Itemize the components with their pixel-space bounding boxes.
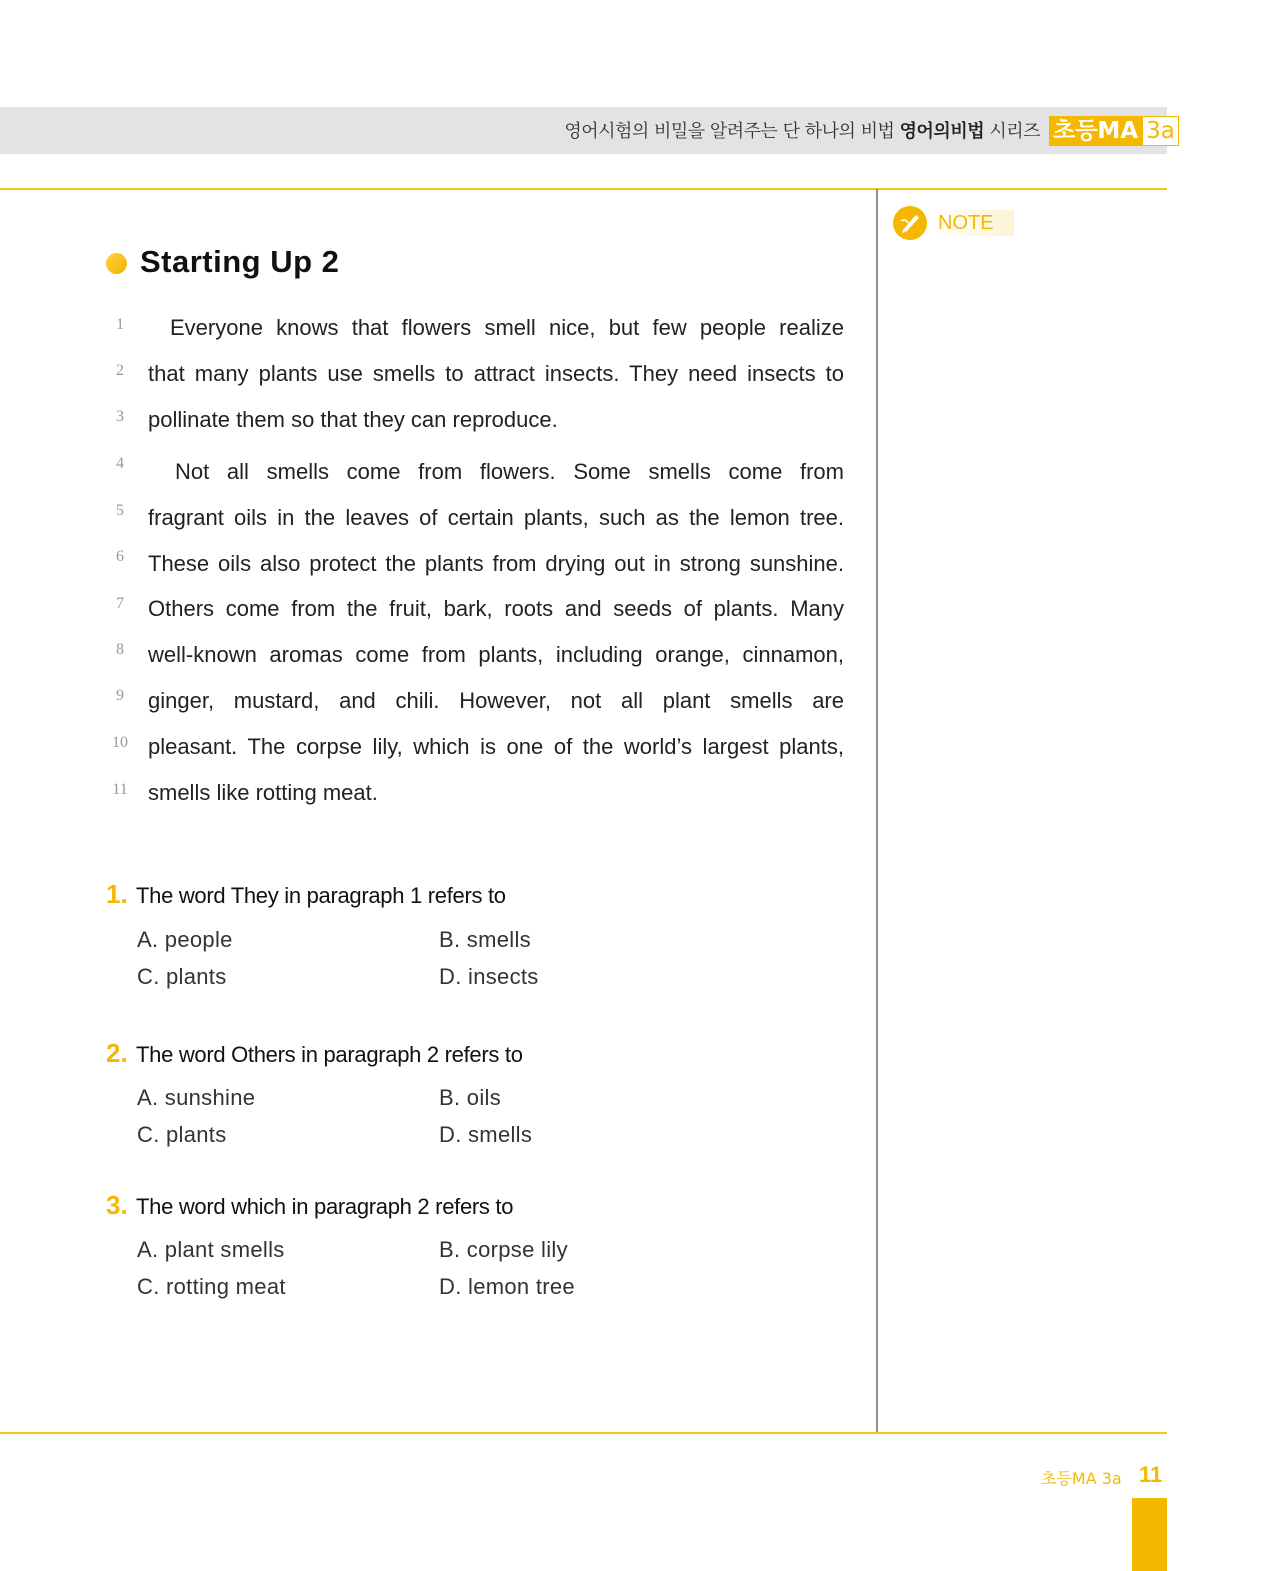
title-bullet-icon	[106, 253, 127, 274]
line-number: 3	[116, 408, 124, 425]
question-number: 2.	[106, 1038, 128, 1068]
line-number: 9	[116, 687, 124, 704]
passage-line: Others come from the fruit, bark, roots and seeds of plants. Many	[148, 596, 844, 621]
passage-line: fragrant oils in the leaves of certain plants, such as the lemon tree.	[148, 505, 844, 530]
note-column-divider	[876, 189, 878, 1434]
brand-main: 초등MA	[1049, 116, 1142, 146]
note-label: NOTE	[931, 210, 1014, 236]
question-text: The word which in paragraph 2 refers to	[136, 1194, 514, 1219]
answer-option[interactable]: A. sunshine	[137, 1085, 256, 1110]
note-header	[893, 206, 1014, 240]
line-number: 6	[116, 548, 124, 565]
question-3	[106, 1190, 513, 1221]
passage-line: pleasant. The corpse lily, which is one of the world’s largest plants,	[148, 734, 844, 759]
line-number: 11	[112, 781, 128, 798]
bottom-divider	[0, 1432, 1167, 1434]
line-number: 7	[116, 595, 124, 612]
answer-option[interactable]: C. rotting meat	[137, 1274, 286, 1299]
answer-option[interactable]: A. people	[137, 927, 233, 952]
page-number: 11	[1139, 1462, 1163, 1487]
footer-accent-bar	[1132, 1498, 1167, 1571]
answer-option[interactable]: B. corpse lily	[439, 1237, 568, 1262]
question-number: 1.	[106, 879, 128, 909]
answer-option[interactable]: D. lemon tree	[439, 1274, 575, 1299]
passage-line: These oils also protect the plants from drying out in strong sunshine.	[148, 551, 844, 576]
passage-line: that many plants use smells to attract insects. They need insects to	[148, 361, 844, 386]
answer-option[interactable]: A. plant smells	[137, 1237, 285, 1262]
passage-line: smells like rotting meat.	[148, 780, 378, 805]
question-2	[106, 1038, 523, 1069]
question-1	[106, 879, 506, 910]
passage-line: ginger, mustard, and chili. However, not all plant smells are	[148, 688, 844, 713]
passage-line: pollinate them so that they can reproduce.	[148, 407, 558, 432]
line-number: 8	[116, 641, 124, 658]
answer-option[interactable]: D. smells	[439, 1122, 533, 1147]
passage-line: Not all smells come from flowers. Some smells come from	[175, 459, 844, 484]
brand-sub: 3a	[1142, 116, 1179, 146]
question-text: The word They in paragraph 1 refers to	[136, 883, 506, 908]
answer-option[interactable]: B. oils	[439, 1085, 502, 1110]
pen-hand-icon	[893, 206, 927, 240]
passage-line: well-known aromas come from plants, including orange, cinnamon,	[148, 642, 844, 667]
answer-option[interactable]: D. insects	[439, 964, 539, 989]
question-text: The word Others in paragraph 2 refers to	[136, 1042, 523, 1067]
series-suffix: 시리즈	[984, 121, 1040, 142]
line-number: 2	[116, 362, 124, 379]
line-number: 4	[116, 455, 124, 472]
footer-book-title: 초등MA 3a	[1041, 1469, 1122, 1488]
answer-option[interactable]: C. plants	[137, 964, 227, 989]
line-number: 1	[116, 316, 124, 333]
section-title: Starting Up 2	[140, 244, 340, 279]
series-prefix: 영어시험의 비밀을 알려주는 단 하나의 비법	[564, 121, 900, 142]
question-number: 3.	[106, 1190, 128, 1220]
line-number: 5	[116, 502, 124, 519]
top-divider	[0, 188, 1167, 190]
answer-option[interactable]: B. smells	[439, 927, 531, 952]
brand-label	[1049, 116, 1179, 146]
series-bold: 영어의비법	[899, 121, 985, 142]
passage-line: Everyone knows that flowers smell nice, but few people realize	[170, 315, 844, 340]
answer-option[interactable]: C. plants	[137, 1122, 227, 1147]
line-number: 10	[112, 734, 128, 751]
series-title	[564, 117, 1040, 143]
